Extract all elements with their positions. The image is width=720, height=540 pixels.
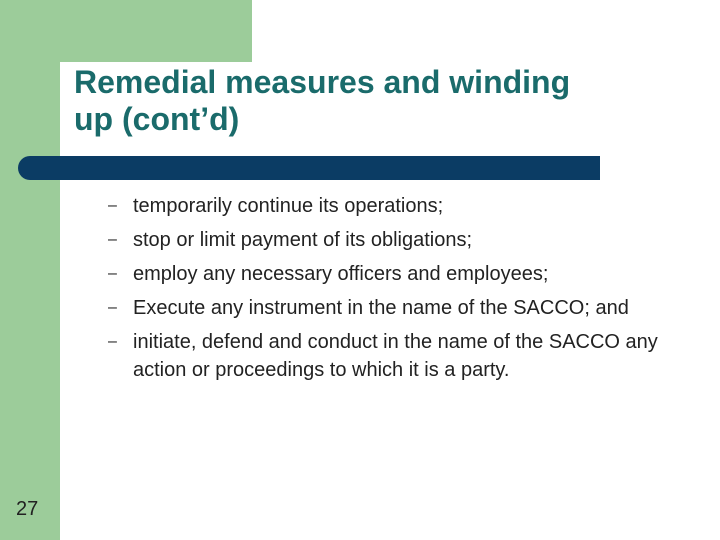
bullet-item: [108, 294, 688, 322]
dash-marker: –: [108, 231, 117, 248]
bullet-item: [108, 328, 688, 384]
top-accent-block: [0, 0, 252, 62]
dash-marker: –: [108, 299, 117, 316]
page-number: 27: [16, 498, 39, 520]
slide-title-line-2: up (cont’d): [74, 101, 240, 137]
dash-marker: –: [108, 197, 117, 214]
title-divider-bar: [18, 156, 600, 180]
bullet-text: Execute any instrument in the name of the SACCO; and: [133, 297, 629, 319]
slide-title-line-1: Remedial measures and winding: [74, 64, 571, 100]
dash-marker: –: [108, 333, 117, 350]
bullet-item: [108, 192, 688, 220]
left-accent-bar: [0, 0, 60, 540]
bullet-list: [108, 192, 688, 390]
bullet-item: [108, 260, 688, 288]
slide-title: [74, 64, 694, 138]
dash-marker: –: [108, 265, 117, 282]
bullet-text: employ any necessary officers and employees;: [133, 263, 549, 285]
bullet-item: [108, 226, 688, 254]
bullet-text: temporarily continue its operations;: [133, 195, 444, 217]
bullet-text: stop or limit payment of its obligations;: [133, 229, 473, 251]
bullet-text: initiate, defend and conduct in the name of the SACCO any action or proceedings to which it is a party.: [133, 331, 658, 381]
